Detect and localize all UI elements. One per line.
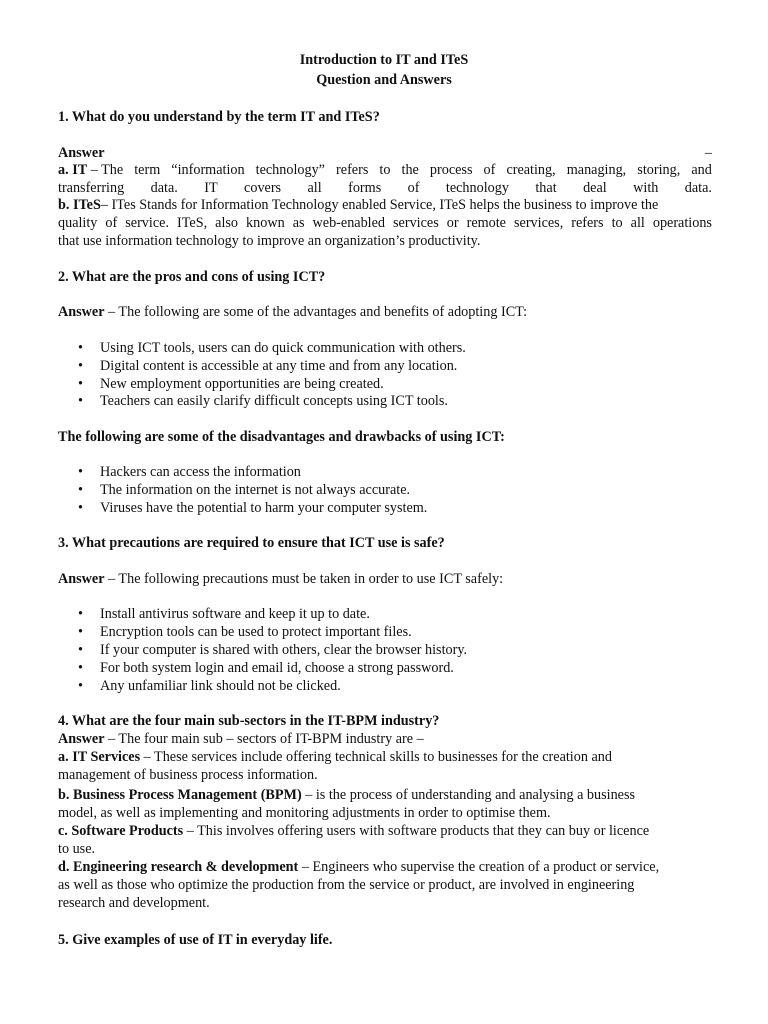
list-item <box>78 499 428 518</box>
q4-it-services-line2: management of business process information. <box>58 767 318 783</box>
q4-bpm-line1 <box>58 787 712 805</box>
bullet-icon: • <box>78 642 83 658</box>
word: data. <box>684 180 712 196</box>
word: deal <box>583 180 607 196</box>
bullet-icon: • <box>78 393 83 410</box>
list-item <box>78 606 370 624</box>
q1-it-definition-line2 <box>58 180 712 198</box>
q4-software-products-line2: to use. <box>58 841 96 857</box>
list-item-text: Encryption tools can be used to protect important files. <box>100 624 412 640</box>
q1-ites-definition-line2 <box>58 215 712 233</box>
list-item-text: New employment opportunities are being created. <box>100 375 384 392</box>
bullet-icon: • <box>78 499 83 516</box>
list-item-text: Teachers can easily clarify difficult concepts using ICT tools. <box>100 393 448 410</box>
word: refers <box>336 162 369 178</box>
word: all <box>307 180 322 196</box>
line-start <box>58 162 123 180</box>
ites-label: b. ITeS <box>58 197 101 213</box>
bullet-icon: • <box>78 340 83 356</box>
q1-answer-line <box>58 145 712 163</box>
word: with <box>633 180 659 196</box>
answer-label: Answer <box>58 571 105 587</box>
q1-ites-definition-line1 <box>58 197 712 215</box>
list-item <box>78 393 448 411</box>
q4-engineering-line3: research and development. <box>58 895 210 911</box>
word: of <box>483 162 496 178</box>
document-subtitle: Question and Answers <box>316 72 452 88</box>
engineering-text: – Engineers who supervise the creation of a product or service, <box>298 859 660 875</box>
word: refers <box>571 215 604 231</box>
word: as <box>292 215 305 231</box>
definition-label: a. IT <box>58 162 88 178</box>
q4-answer <box>58 731 712 749</box>
list-item <box>78 642 468 660</box>
list-item-text: Any unfamiliar link should not be clicked. <box>100 678 341 694</box>
question-5-heading: 5. Give examples of use of IT in everyday life. <box>58 932 333 948</box>
list-item <box>78 357 458 376</box>
list-item-text: Using ICT tools, users can do quick communication with others. <box>100 340 466 356</box>
engineering-label: d. Engineering research & development <box>58 859 299 875</box>
word: also <box>215 215 239 231</box>
q4-engineering-line1 <box>58 859 712 877</box>
word: service. <box>125 215 169 231</box>
question-3-heading: 3. What precautions are required to ensure that ICT use is safe? <box>58 535 445 551</box>
bullet-icon: • <box>78 464 83 480</box>
word: ITeS, <box>177 215 208 231</box>
q1-ites-definition-line3: that use information technology to improve an organization’s productivity. <box>58 233 481 249</box>
list-item <box>78 481 411 500</box>
document-title: Introduction to IT and ITeS <box>299 52 469 68</box>
word: operations <box>652 215 712 231</box>
ites-text: – ITes Stands for Information Technology enabled Service, ITeS helps the business to improve the <box>100 197 659 213</box>
word: services, <box>514 215 564 231</box>
software-products-label: c. Software Products <box>58 823 184 839</box>
answer-label: Answer <box>58 304 105 320</box>
word: term <box>134 162 161 178</box>
word: creating, <box>506 162 556 178</box>
word: forms <box>348 180 382 196</box>
list-item <box>78 678 341 696</box>
word: known <box>246 215 285 231</box>
word: remote <box>466 215 506 231</box>
word: – The <box>90 162 124 178</box>
word: covers <box>244 180 282 196</box>
it-services-label: a. IT Services <box>58 749 141 765</box>
word: technology <box>445 180 509 196</box>
word: managing, <box>566 162 627 178</box>
answer-text: – The following are some of the advantages and benefits of adopting ICT: <box>104 304 528 320</box>
word: “information <box>171 162 245 178</box>
answer-text: – The following precautions must be taken in order to use ICT safely: <box>104 571 504 587</box>
bullet-icon: • <box>78 660 83 676</box>
word: services <box>393 215 439 231</box>
q3-answer <box>58 571 712 589</box>
question-1-heading: 1. What do you understand by the term IT and ITeS? <box>58 109 380 125</box>
it-services-text: – These services include offering technical skills to businesses for the creation and <box>140 749 612 765</box>
list-item-text: If your computer is shared with others, clear the browser history. <box>100 642 468 658</box>
q2-cons-heading: The following are some of the disadvantages and drawbacks of using ICT: <box>58 429 505 445</box>
word: web-enabled <box>312 215 386 231</box>
list-item <box>78 375 384 394</box>
bpm-label: b. Business Process Management (BPM) <box>58 787 302 803</box>
list-item <box>78 340 466 358</box>
bpm-text: – is the process of understanding and analysing a business <box>301 787 636 803</box>
bullet-icon: • <box>78 375 83 392</box>
answer-dash: – <box>704 145 712 161</box>
word: transferring <box>58 180 125 196</box>
word: all <box>630 215 645 231</box>
bullet-icon: • <box>78 606 83 622</box>
list-item <box>78 660 454 678</box>
list-item-text: The information on the internet is not always accurate. <box>100 481 411 498</box>
list-item-text: Digital content is accessible at any time and from any location. <box>100 357 458 374</box>
answer-label: Answer <box>58 731 105 747</box>
bullet-icon: • <box>78 624 83 640</box>
answer-label: Answer <box>58 145 105 161</box>
q4-bpm-line2: model, as well as implementing and monitoring adjustments in order to optimise them. <box>58 805 551 821</box>
word: technology” <box>255 162 325 178</box>
list-item-text: Install antivirus software and keep it up to date. <box>100 606 370 622</box>
answer-text: – The four main sub – sectors of IT-BPM industry are – <box>104 731 424 747</box>
list-item-text: For both system login and email id, choose a strong password. <box>100 660 454 676</box>
word: process <box>429 162 473 178</box>
word: of <box>105 215 118 231</box>
word: to <box>379 162 391 178</box>
word: quality <box>58 215 98 231</box>
q2-answer <box>58 304 712 322</box>
list-item-text: Viruses have the potential to harm your computer system. <box>100 499 428 516</box>
question-4-heading: 4. What are the four main sub-sectors in the IT-BPM industry? <box>58 713 440 729</box>
word: storing, <box>637 162 681 178</box>
word: that <box>535 180 557 196</box>
word: to <box>611 215 623 231</box>
word: and <box>691 162 712 178</box>
bullet-icon: • <box>78 357 83 374</box>
question-2-heading: 2. What are the pros and cons of using ICT? <box>58 269 326 285</box>
word: of <box>407 180 420 196</box>
word: IT <box>204 180 218 196</box>
word: or <box>446 215 459 231</box>
q4-engineering-line2: as well as those who optimize the production from the service or product, are involved in engineering <box>58 877 635 893</box>
list-item <box>78 624 412 642</box>
q4-software-products-line1 <box>58 823 712 841</box>
software-products-text: – This involves offering users with software products that they can buy or licence <box>183 823 650 839</box>
list-item <box>78 464 301 482</box>
word: data. <box>150 180 178 196</box>
word: the <box>401 162 419 178</box>
q4-it-services-line1 <box>58 749 712 767</box>
q1-it-definition-line1 <box>58 162 712 180</box>
bullet-icon: • <box>78 481 83 498</box>
bullet-icon: • <box>78 678 83 694</box>
list-item-text: Hackers can access the information <box>100 464 301 480</box>
